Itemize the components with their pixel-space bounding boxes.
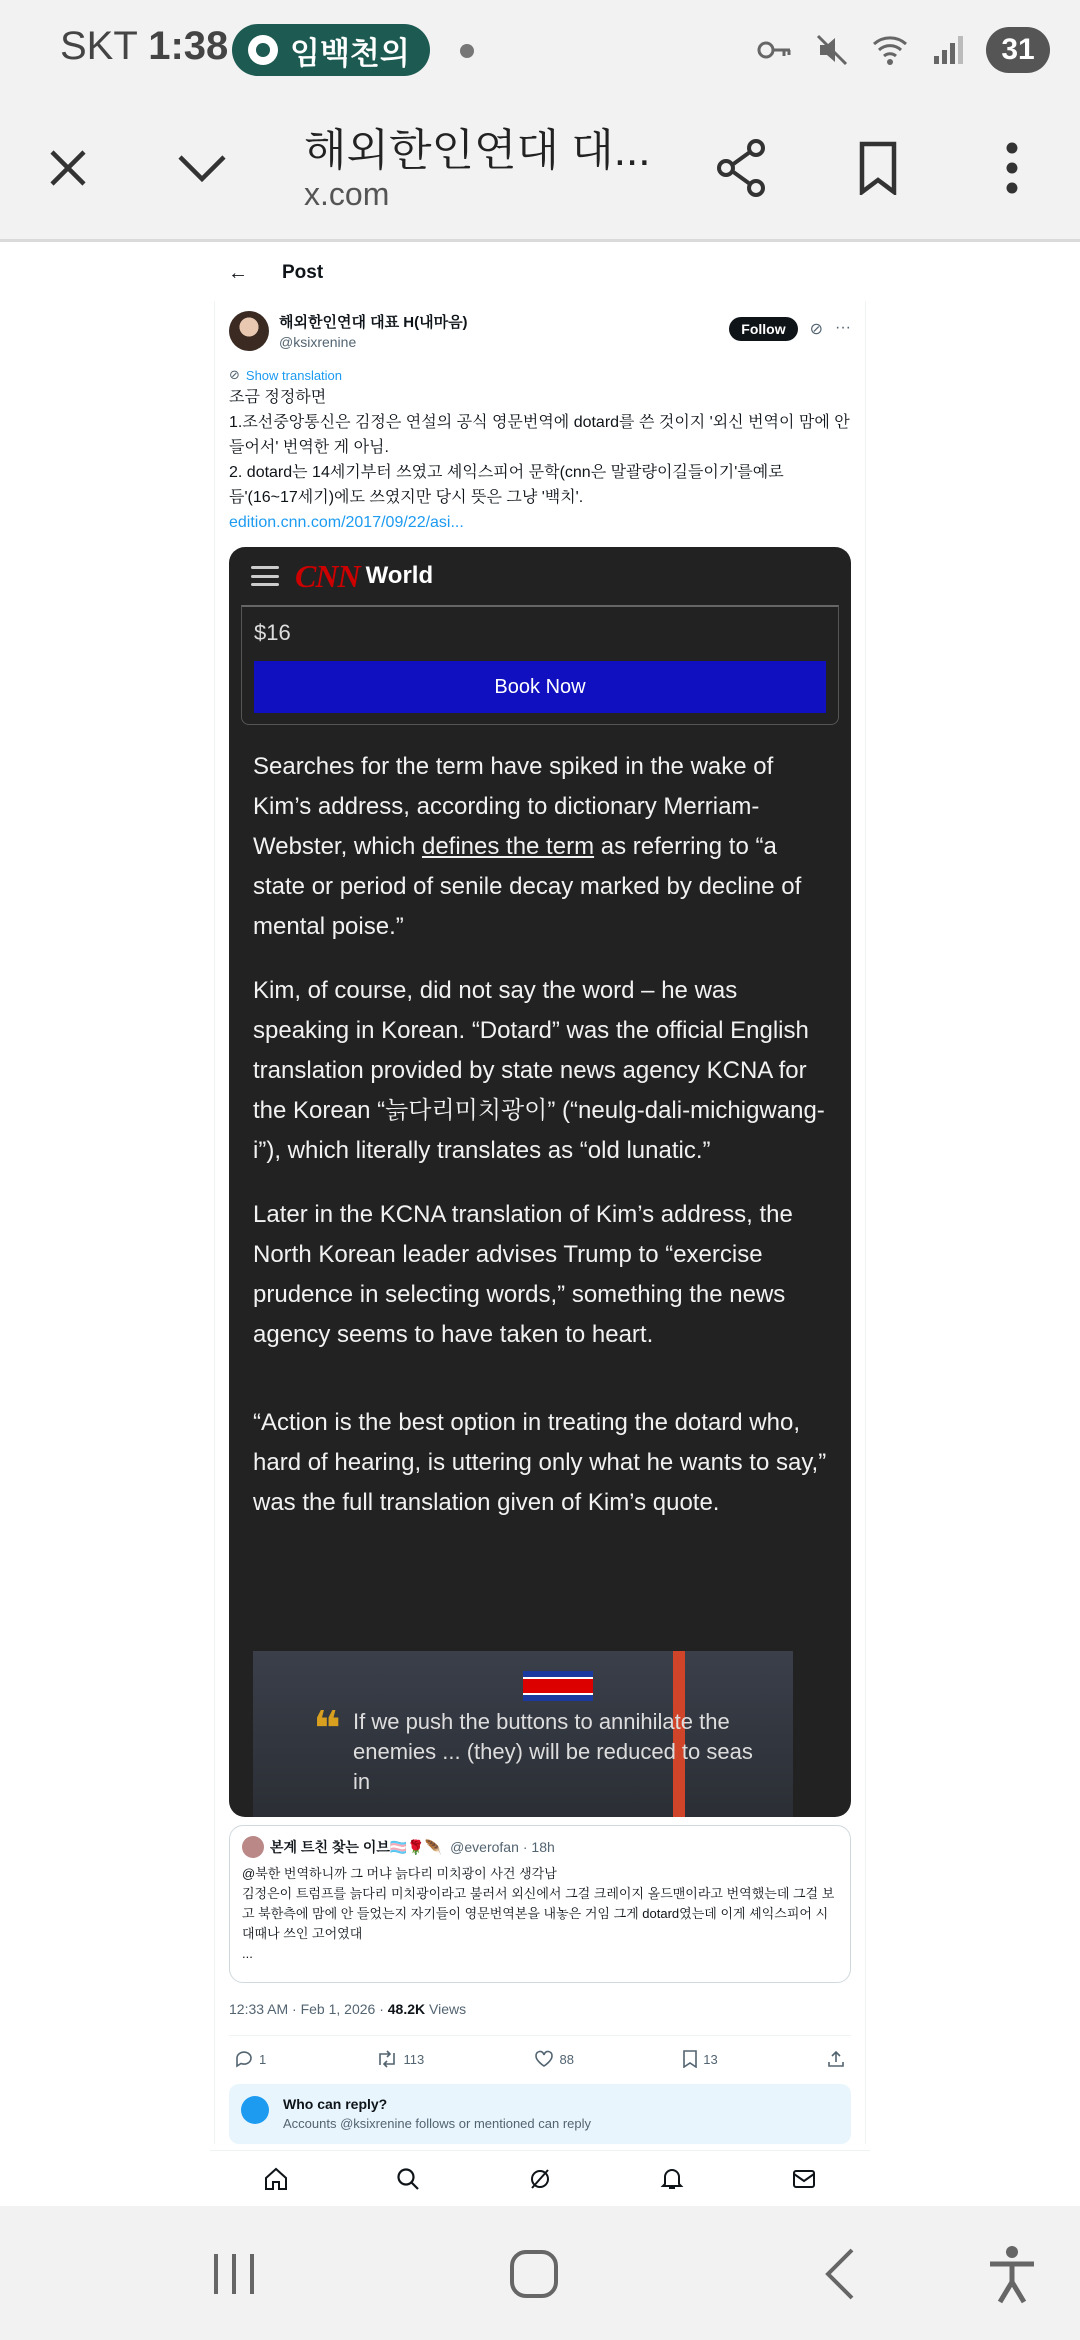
bookmark-tweet-button[interactable] (683, 2050, 717, 2068)
grok-icon[interactable] (527, 2166, 553, 2192)
heart-icon (534, 2050, 554, 2068)
bookmark-icon (858, 141, 898, 195)
who-can-reply (229, 2084, 851, 2144)
notification-pill-label: 임백천의 (290, 35, 410, 71)
notification-pill[interactable] (232, 24, 430, 76)
share-tweet-button[interactable] (827, 2050, 845, 2068)
views-count: 48.2K (387, 2001, 426, 2017)
minimize-button[interactable] (162, 128, 242, 208)
reply-icon (235, 2050, 253, 2068)
quoted-author-handle: @everofan (450, 1839, 519, 1855)
tweet-timestamp[interactable]: 12:33 AM · Feb 1, 2026 · (229, 2001, 388, 2017)
avatar[interactable] (229, 311, 269, 351)
mail-icon[interactable] (791, 2166, 817, 2192)
tweet-author (229, 311, 851, 357)
quoted-text-more: ... (242, 1946, 253, 1961)
tweet-text-line: 조금 정정하면 (229, 389, 327, 406)
who-can-reply-subtitle: Accounts @ksixrenine follows or mentioned can reply (283, 2116, 592, 2131)
retweet-button[interactable] (376, 2050, 425, 2068)
close-button[interactable] (28, 128, 108, 208)
quoted-post[interactable] (229, 1825, 851, 1983)
article-paragraph: Kim, of course, did not say the word – he was speaking in Korean. “Dotard” was the official English translation provided by state news agency KCNA for the Korean “늙다리미치광이” (“neulg-dali-michigwang-i”), which literally translates as “old lunatic.” (253, 977, 825, 1164)
author-handle[interactable]: @ksixrenine (279, 334, 357, 350)
tweet-text (229, 385, 851, 510)
carrier-label: SKT (60, 24, 138, 68)
clock: 1:38 (148, 24, 229, 68)
attached-image[interactable] (229, 547, 851, 1817)
show-translation-link[interactable] (229, 367, 851, 383)
article-body (229, 725, 851, 1523)
bookmark-button[interactable] (838, 128, 918, 208)
search-icon[interactable] (395, 2166, 421, 2192)
status-time (60, 24, 228, 69)
cnn-section: World (365, 562, 434, 589)
more-horizontal-icon[interactable]: ··· (835, 319, 851, 336)
bookmark-count: 13 (703, 2051, 718, 2067)
follow-button[interactable]: Follow (729, 317, 797, 341)
tweet-link[interactable]: edition.cnn.com/2017/09/22/asi... (229, 514, 464, 531)
accessibility-icon[interactable] (980, 2242, 1044, 2306)
ad-price: $16 (254, 620, 291, 645)
show-translation-label: Show translation (245, 367, 343, 383)
avatar (242, 1836, 264, 1858)
bell-icon[interactable] (659, 2166, 685, 2192)
quoted-post-text (242, 1864, 838, 1964)
cnn-header (229, 547, 851, 605)
status-bar (0, 0, 1080, 100)
book-now-button: Book Now (254, 661, 826, 713)
recent-apps-icon[interactable] (202, 2242, 266, 2306)
status-icons (754, 22, 1050, 78)
share-button[interactable] (702, 128, 782, 208)
article-paragraph: Later in the KCNA translation of Kim’s address, the North Korean leader advises Trump to “exercise prudence in selecting words,” something the news agency seems to have taken to heart. (253, 1201, 793, 1348)
more-options-button[interactable] (972, 128, 1052, 208)
tweet-meta (229, 2001, 851, 2017)
tweet (214, 301, 866, 2144)
close-icon (46, 146, 90, 190)
share-icon (714, 138, 770, 198)
post-header (210, 245, 870, 301)
grok-icon[interactable]: ⊘ (809, 321, 824, 338)
post-header-title: Post (282, 262, 324, 283)
page-title: 해외한인연대 대... (304, 126, 651, 175)
article-paragraph (253, 747, 827, 947)
like-button[interactable] (534, 2050, 574, 2068)
home-icon[interactable] (263, 2166, 289, 2192)
translate-icon: ⊘ (229, 367, 240, 382)
mute-icon (812, 30, 852, 70)
retweet-icon (376, 2050, 398, 2068)
quoted-author-name: 본계 트친 찾는 이브🏳️‍⚧️🌹🪶 (270, 1839, 443, 1855)
upload-icon (827, 2050, 845, 2068)
reply-count: 1 (259, 2051, 267, 2067)
flag-graphic (523, 1671, 593, 1701)
system-nav-bar (0, 2206, 1080, 2340)
article-text: as referring to “a state or period of senile decay marked by decline of mental poise.” (253, 833, 802, 940)
wifi-icon (870, 30, 910, 70)
article-photo (253, 1651, 793, 1817)
bookmark-icon (683, 2050, 697, 2068)
quoted-text-line: 김정은이 트럼프를 늙다리 미치광이라고 불러서 외신에서 그걸 크레이지 올드맨이라고 번역했는데 그걸 보고 북한측에 맘에 안 들었는지 자기들이 영문번역본을 내놓은 거임 그게 dotard였는데 이게 셰익스피어 시대때나 쓰인 고어였대 (242, 1886, 835, 1941)
article-link: defines the term (421, 833, 595, 860)
tweet-actions (229, 2036, 851, 2082)
reply-button[interactable] (235, 2050, 266, 2068)
menu-icon (251, 566, 279, 586)
battery-level: 31 (986, 27, 1050, 73)
retweet-count: 113 (403, 2051, 425, 2067)
quote-icon: ❝ (313, 1703, 342, 1756)
tweet-text-line: 2. dotard는 14세기부터 쓰였고 셰익스피어 문학(cnn은 말괄량이길들이기'를예로듬'(16~17세기)에도 쓰였지만 당시 뜻은 그냥 '백치'. (229, 464, 784, 506)
quoted-post-header (242, 1836, 838, 1858)
article-text: Searches for the term have spiked in the wake of Kim’s address, according to dictionary Merriam-Webster, which (253, 753, 774, 860)
quoted-time: · 18h (522, 1839, 555, 1855)
author-name[interactable]: 해외한인연대 대표 H(내마음) (279, 314, 468, 331)
back-nav-icon[interactable] (810, 2242, 874, 2306)
x-bottom-nav (210, 2150, 870, 2206)
quoted-text-line: @북한 번역하니까 그 머냐 늙다리 미치광이 사건 생각남 (242, 1866, 557, 1881)
chevron-down-icon (176, 153, 228, 183)
cnn-logo: CNN (295, 557, 360, 594)
home-nav-icon[interactable] (504, 2242, 568, 2306)
page-url[interactable]: x.com (304, 176, 390, 212)
article-paragraph: “Action is the best option in treating the dotard who, hard of hearing, is uttering only what he wants to say,” was the full translation given of Kim’s quote. (253, 1409, 827, 1516)
like-count: 88 (559, 2051, 574, 2067)
key-icon (754, 30, 794, 70)
signal-icon (928, 30, 968, 70)
more-vertical-icon (1005, 142, 1019, 194)
notification-dot-icon (460, 44, 474, 58)
photo-quote: If we push the buttons to annihilate the enemies ... (they) will be reduced to seas in (353, 1709, 753, 1794)
views-label: Views (425, 2001, 467, 2017)
tweet-text-line: 1.조선중앙통신은 김정은 연설의 공식 영문번역에 dotard를 쓴 것이지 '외신 번역이 맘에 안들어서' 번역한 게 아님. (229, 414, 850, 456)
browser-toolbar (0, 100, 1080, 242)
ad-box (241, 605, 839, 725)
people-icon (241, 2096, 269, 2124)
app-icon (248, 35, 278, 65)
back-arrow-icon[interactable]: ← (228, 261, 248, 284)
web-content (210, 245, 870, 2150)
who-can-reply-title: Who can reply? (283, 2096, 388, 2112)
